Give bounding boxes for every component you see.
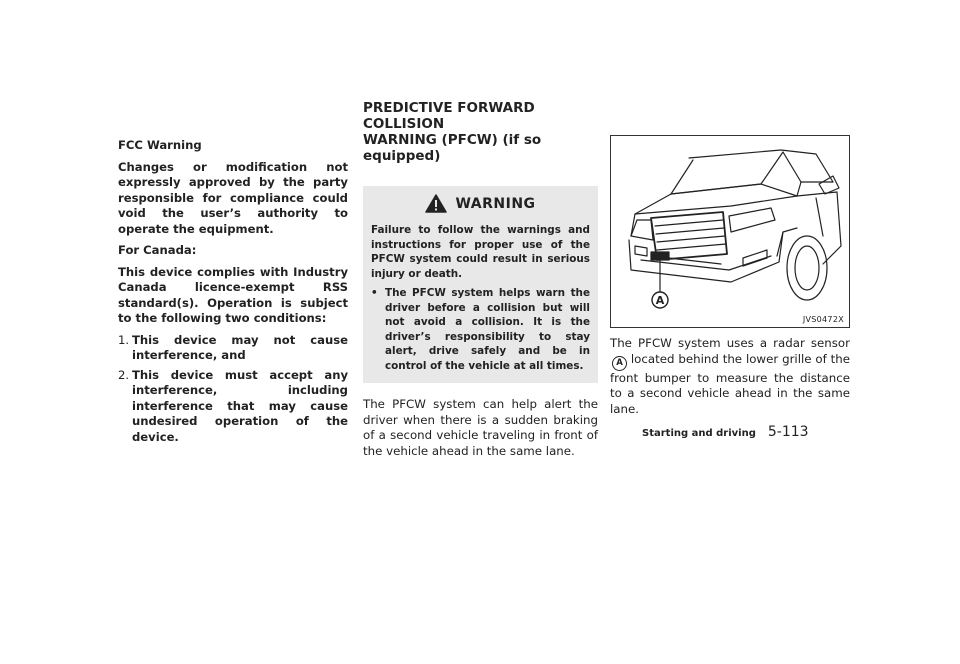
section-title [363,100,598,164]
radar-text-before: The PFCW system uses a radar sensor [610,336,850,350]
fcc-paragraph: Changes or modification not expressly approved by the party responsible for compliance could void the user’s authority to operate the equipment. [118,159,348,236]
pfcw-column [363,100,598,459]
section-title-line2: WARNING (PFCW) (if so equipped) [363,132,542,164]
canada-paragraph: This device complies with Industry Canada licence-exempt RSS standard(s). Operation is subject to the following two conditions: [118,264,348,325]
vehicle-figure [610,135,850,328]
condition-item-1 [118,333,348,364]
condition-text: This device may not cause interference, and [132,332,348,362]
sensor-callout-marker: A [612,356,627,371]
condition-item-2 [118,368,348,446]
condition-number: 2. [118,367,130,382]
page-footer [642,424,809,440]
section-title-line1: PREDICTIVE FORWARD COLLISION [363,100,535,132]
radar-text-after: located behind the lower grille of the front bumper to measure the distance to a second vehicle ahead in the same lane. [610,351,850,416]
footer-section: Starting and driving [642,428,756,439]
fcc-heading: FCC Warning [118,138,202,152]
condition-text: This device must accept any interference, including interference that may cause undesired operation of the device. [132,367,348,444]
warning-triangle-icon [425,194,447,213]
warning-text: Failure to follow the warnings and instructions for proper use of the PFCW system could result in serious injury or death. [371,224,590,280]
suv-illustration [611,136,849,327]
warning-bullet [371,286,590,373]
bullet-mark: • [371,287,378,299]
warning-header [371,194,590,213]
radar-sensor-paragraph [610,336,850,417]
fcc-column [118,138,348,449]
warning-bullet-text: The PFCW system helps warn the driver before a collision but will not avoid a collision. It is the driver’s responsibility to stay alert, drive safely and be in control of the vehicle at all times. [385,287,590,372]
pfcw-body: The PFCW system can help alert the driver when there is a sudden braking of a second vehicle traveling in front of the vehicle ahead in the same lane. [363,397,598,458]
figure-column [610,135,850,417]
warning-title: WARNING [455,195,536,212]
condition-number: 1. [118,332,130,347]
warning-box [363,186,598,383]
figure-callout-label: A [655,294,665,307]
canada-heading: For Canada: [118,243,197,257]
figure-code: JVS0472X [802,315,844,324]
page-number: 5-113 [767,424,809,440]
